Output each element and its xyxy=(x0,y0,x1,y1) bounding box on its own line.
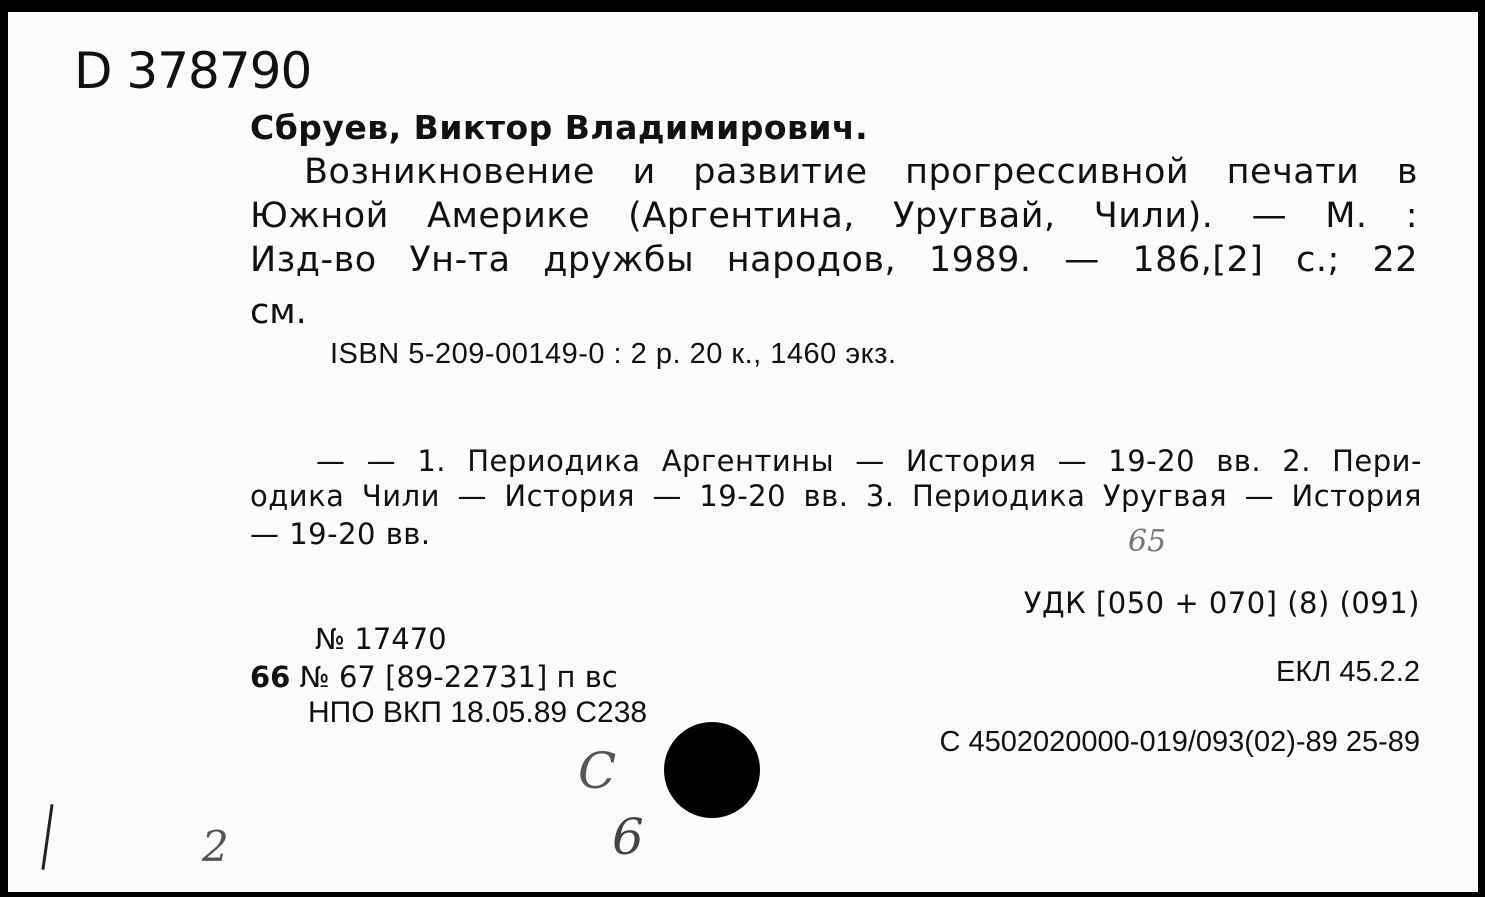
pen-stroke xyxy=(41,804,53,870)
npo-line: НПО ВКП 18.05.89 С238 xyxy=(308,696,648,729)
isbn-price: ISBN 5-209-00149-0 : 2 р. 20 к., 1460 экз. xyxy=(330,338,897,370)
handwritten-mark-6: 6 xyxy=(612,808,644,866)
call-number: D 378790 xyxy=(74,42,312,100)
subject-line-1: — — 1. Периодика Аргентины — История — 19-20 вв. 2. Пери- xyxy=(316,444,1422,478)
handwritten-mark-2: 2 xyxy=(202,822,229,871)
punch-hole xyxy=(664,722,760,818)
subject-line-2: одика Чили — История — 19-20 вв. 3. Периодика Уругвая — История xyxy=(250,479,1422,513)
title-line-4: см. xyxy=(250,292,307,332)
title-line-3: Изд-во Ун-та дружбы народов, 1989. — 186,[2] с.; 22 xyxy=(250,240,1418,280)
handwritten-mark-c: С xyxy=(578,742,617,800)
handwritten-mark-65: 65 xyxy=(1128,524,1167,559)
subject-line-3: — 19-20 вв. xyxy=(250,517,431,551)
udk-code: УДК [050 + 070] (8) (091) xyxy=(1023,586,1420,620)
inventory-line xyxy=(250,660,618,694)
inventory-bold: 66 xyxy=(250,660,291,694)
catalog-card xyxy=(8,12,1478,892)
author-name: Сбруев, Виктор Владимирович. xyxy=(250,108,869,147)
ekl-code: ЕКЛ 45.2.2 xyxy=(1276,656,1420,688)
title-line-2: Южной Америке (Аргентина, Уругвай, Чили). — М. : xyxy=(250,196,1418,236)
classification-code: С 4502020000-019/093(02)-89 25-89 xyxy=(939,726,1420,758)
title-line-1: Возникновение и развитие прогрессивной печати в xyxy=(304,152,1418,192)
inventory-text: № 67 [89-22731] п вс xyxy=(290,660,618,694)
card-number: № 17470 xyxy=(315,622,447,656)
